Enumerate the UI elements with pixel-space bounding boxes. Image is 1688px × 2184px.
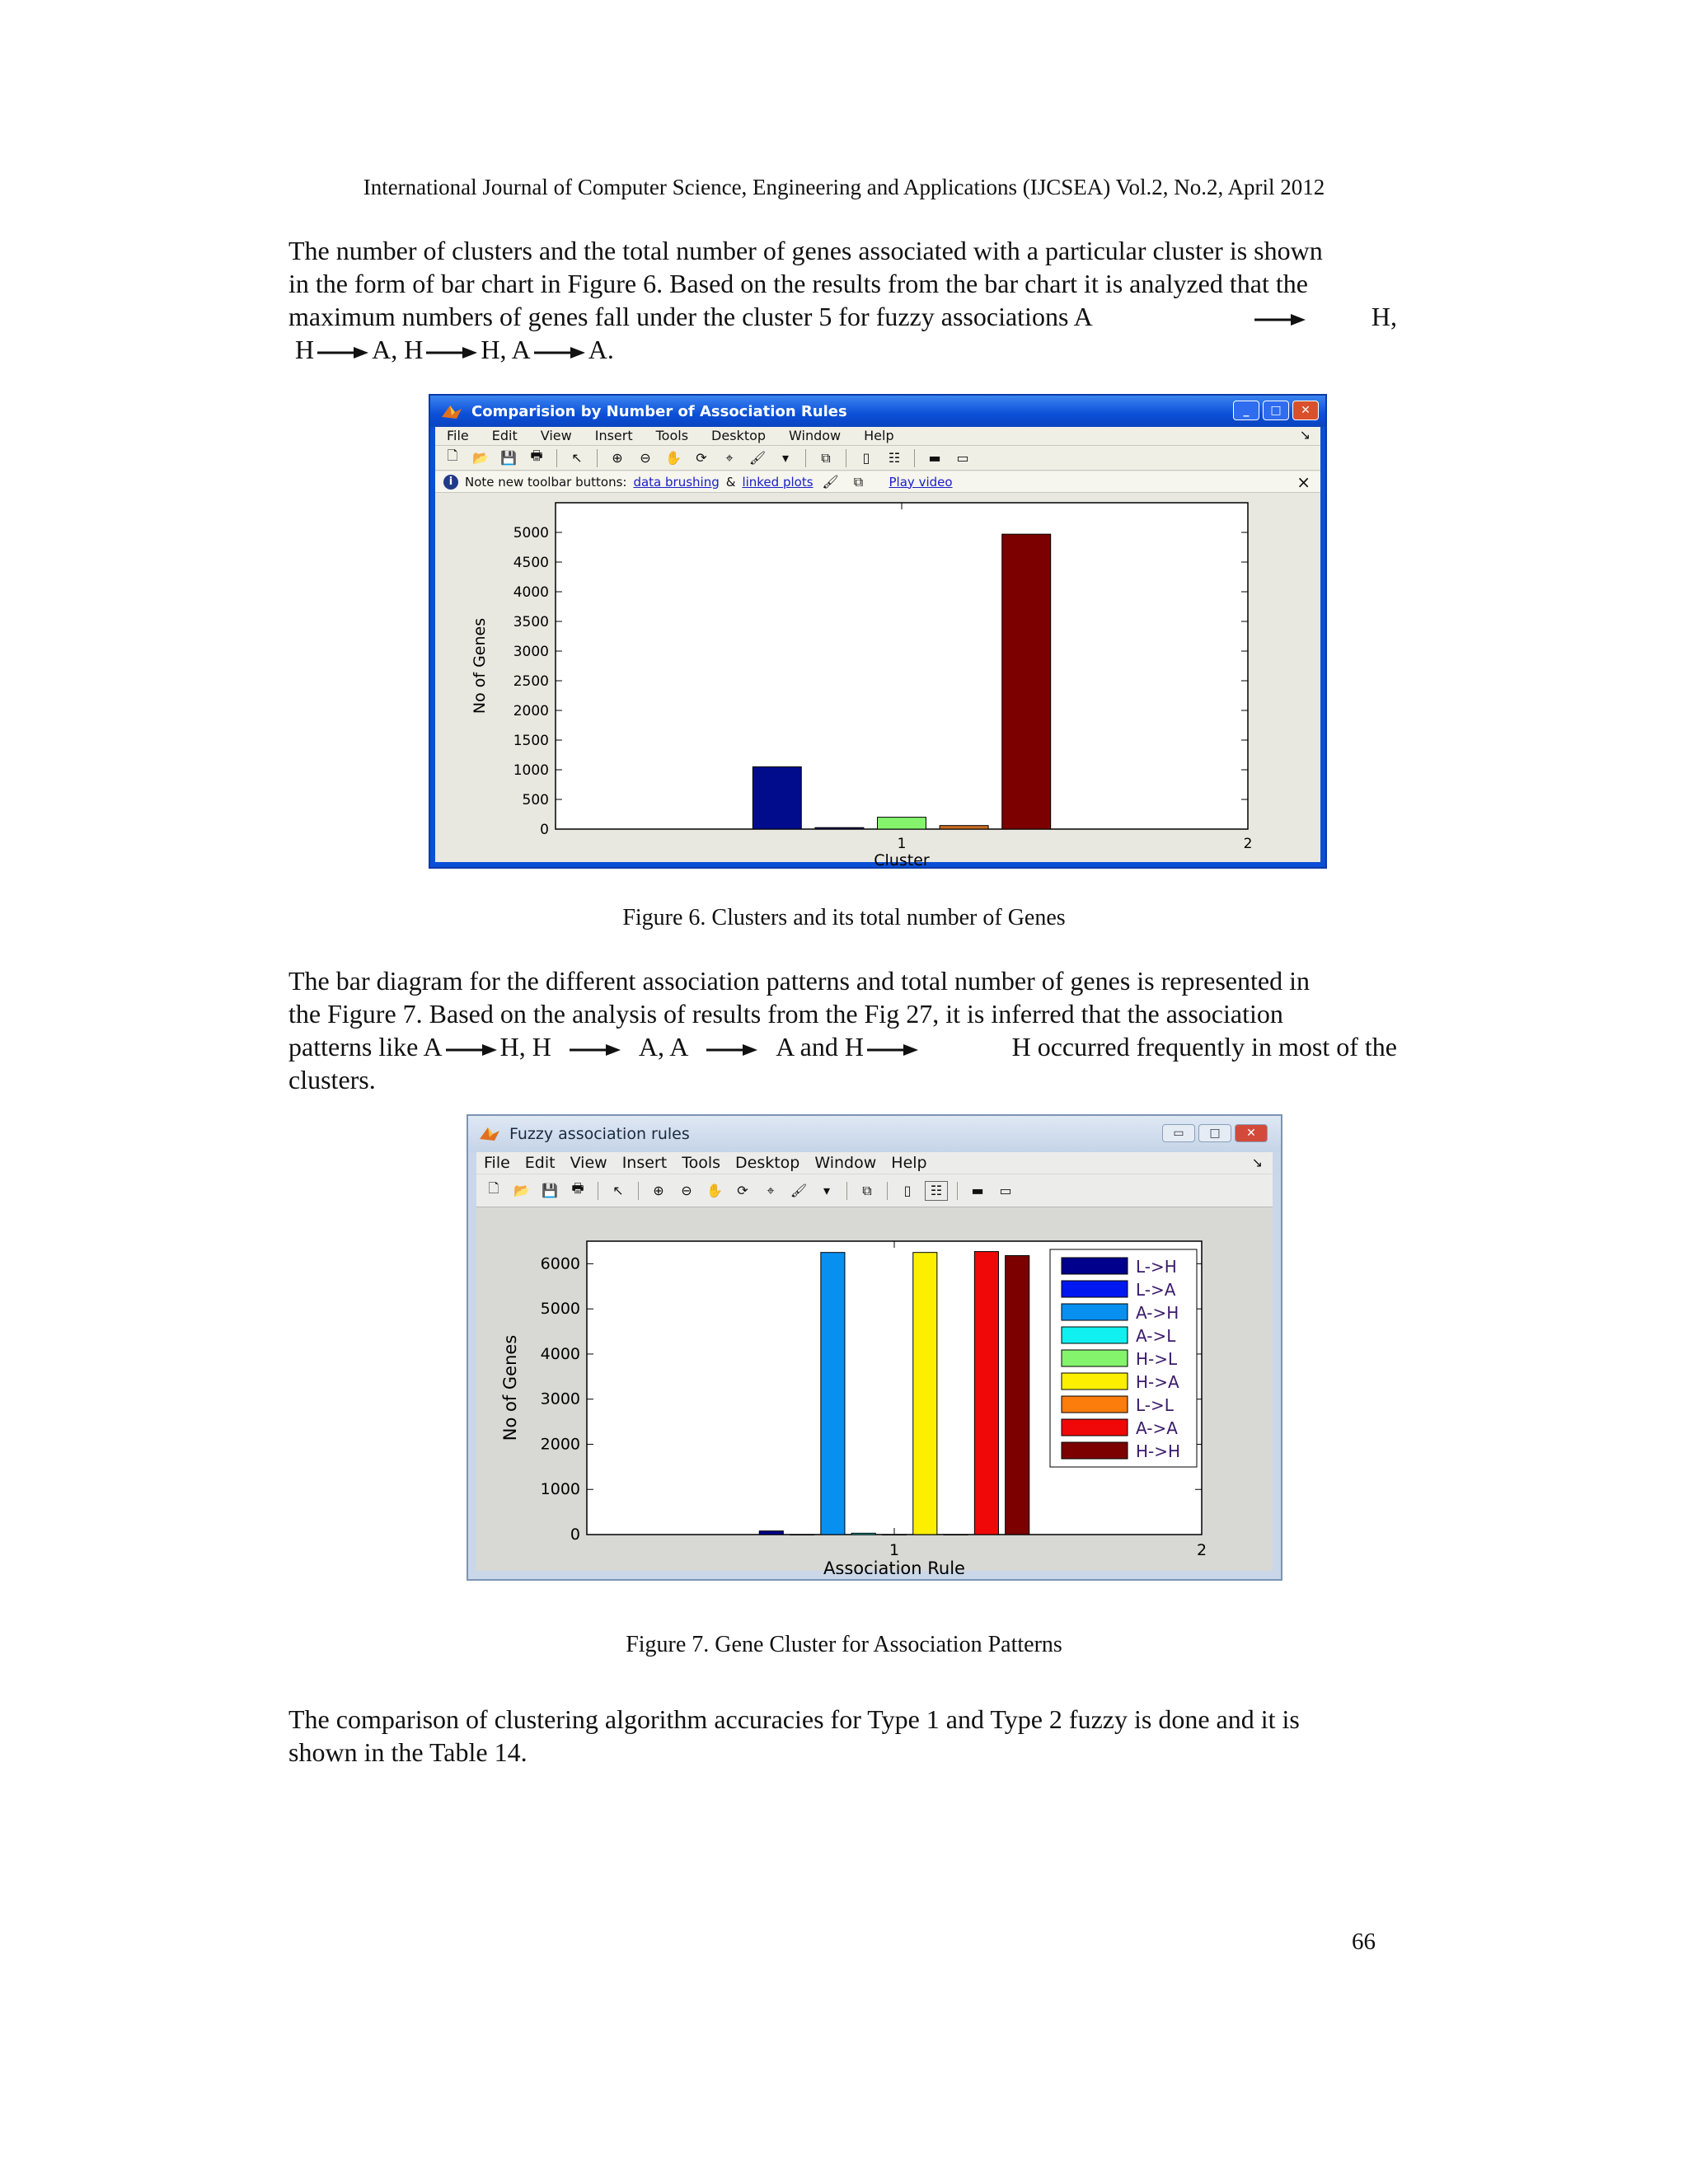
pointer-icon[interactable]: ↖	[612, 1183, 624, 1198]
figure6-window	[429, 394, 1327, 869]
bar	[753, 766, 801, 829]
matlab-icon	[478, 1124, 501, 1142]
bar	[940, 826, 988, 829]
bar	[851, 1533, 875, 1535]
para1-line1: The number of clusters and the total number of genes associated with a particular cluster is shown	[288, 236, 1323, 265]
brush-icon[interactable]: 🖌	[790, 1183, 808, 1198]
figure6-notebar	[435, 471, 1320, 493]
dock-arrow-icon[interactable]: ↘	[1251, 1155, 1263, 1170]
y-tick-label: 2500	[513, 673, 549, 690]
arrow-icon	[706, 1042, 757, 1058]
para1-line3	[288, 300, 1397, 333]
bar	[1002, 534, 1051, 829]
y-tick-label: 1500	[513, 733, 549, 749]
figure6-chart	[435, 493, 1324, 869]
legend-label: A->L	[1136, 1326, 1176, 1346]
data-cursor-icon[interactable]: ⌖	[767, 1182, 775, 1198]
note-prefix: Note new toolbar buttons:	[465, 474, 627, 490]
menu-edit[interactable]: Edit	[524, 1154, 556, 1172]
data-cursor-icon[interactable]: ⌖	[725, 449, 734, 466]
arrow-icon	[1254, 312, 1306, 328]
menu-file[interactable]: File	[484, 1154, 510, 1172]
menu-window[interactable]: Window	[789, 428, 842, 443]
para1-line4-seg: H, A	[481, 335, 531, 364]
legend-icon[interactable]: ☷	[888, 450, 901, 466]
y-axis-label: No of Genes	[500, 1334, 520, 1441]
pan-hand-icon[interactable]: ✋	[665, 450, 682, 466]
zoom-out-icon[interactable]: ⊖	[681, 1183, 692, 1198]
legend-label: H->A	[1136, 1372, 1179, 1392]
toolbar-separator	[887, 1182, 888, 1200]
y-tick-label: 3500	[513, 614, 549, 630]
legend-swatch	[1062, 1281, 1128, 1297]
y-tick-label: 1000	[513, 762, 549, 779]
matlab-icon	[440, 402, 463, 420]
x-tick-label: 1	[897, 836, 907, 852]
colorbar-icon[interactable]: ▯	[862, 450, 870, 466]
minimize-button[interactable]: ▭	[1162, 1124, 1195, 1142]
toolbar-separator	[846, 1182, 847, 1200]
link-plot-icon[interactable]: ⧉	[862, 1182, 872, 1198]
para3-line1: The comparison of clustering algorithm accuracies for Type 1 and Type 2 fuzzy is done and it is	[288, 1704, 1300, 1734]
arrow-icon	[867, 1042, 918, 1058]
para2-line3-seg: patterns like A	[288, 1032, 443, 1062]
legend-label: A->A	[1136, 1418, 1178, 1438]
hide-plot-tools-icon[interactable]: ▬	[928, 450, 941, 466]
menu-file[interactable]: File	[447, 428, 469, 443]
legend-swatch	[1062, 1258, 1128, 1274]
para3-line2: shown in the Table 14.	[288, 1737, 528, 1767]
paragraph-2	[288, 964, 1397, 1096]
x-tick-label: 2	[1243, 836, 1253, 852]
menu-insert[interactable]: Insert	[621, 1154, 668, 1172]
legend-label: L->A	[1136, 1280, 1176, 1300]
figure7-title: Fuzzy association rules	[509, 1125, 690, 1143]
bar	[913, 1253, 937, 1535]
colorbar-icon[interactable]: ▯	[903, 1183, 912, 1198]
bar	[974, 1252, 998, 1535]
para2-line3-seg: A and H	[776, 1032, 864, 1062]
legend-swatch	[1062, 1327, 1128, 1343]
plot-area	[556, 503, 1248, 829]
dock-arrow-icon[interactable]: ↘	[1299, 427, 1311, 443]
data-brushing-link[interactable]: data brushing	[633, 474, 720, 490]
bar	[759, 1531, 783, 1535]
para1-line2: in the form of bar chart in Figure 6. Based on the results from the bar chart it is analyzed that the	[288, 269, 1308, 298]
y-tick-label: 1000	[540, 1480, 580, 1499]
bar	[821, 1253, 845, 1535]
print-icon[interactable]: 🖶	[530, 448, 543, 463]
note-ampersand: &	[725, 474, 736, 490]
zoom-in-icon[interactable]: ⊕	[653, 1183, 664, 1198]
para2-line3-tail: H occurred frequently in most of the	[1011, 1032, 1397, 1062]
figure7-chart	[476, 1208, 1276, 1574]
x-axis-label: Cluster	[874, 851, 930, 869]
legend-label: H->L	[1136, 1349, 1178, 1369]
y-tick-label: 6000	[540, 1254, 580, 1273]
arrow-icon	[426, 344, 477, 361]
menu-tools[interactable]: Tools	[655, 428, 689, 443]
figure6-toolbar	[435, 446, 1320, 471]
toolbar-separator	[556, 449, 557, 467]
y-tick-label: 5000	[513, 525, 549, 541]
bar	[1006, 1256, 1029, 1535]
linked-plots-link[interactable]: linked plots	[742, 474, 814, 490]
para2-line4: clusters.	[288, 1065, 376, 1094]
paragraph-1	[288, 234, 1397, 366]
save-icon[interactable]: 💾	[542, 1183, 558, 1198]
legend-swatch	[1062, 1304, 1128, 1320]
y-tick-label: 500	[522, 792, 549, 808]
legend-label: L->L	[1136, 1395, 1174, 1415]
y-tick-label: 4500	[513, 555, 549, 571]
figure6-menubar	[435, 427, 1320, 446]
y-tick-label: 3000	[513, 644, 549, 660]
para2-line3	[288, 1030, 1397, 1063]
figure7-client	[476, 1152, 1273, 1574]
menu-desktop[interactable]: Desktop	[711, 428, 767, 443]
y-tick-label: 5000	[540, 1300, 580, 1319]
close-button[interactable]: ✕	[1235, 1124, 1268, 1142]
x-tick-label: 2	[1196, 1541, 1207, 1559]
legend-label: L->H	[1136, 1257, 1177, 1277]
menu-desktop[interactable]: Desktop	[735, 1154, 800, 1172]
para1-line4-seg: H	[295, 335, 315, 364]
x-axis-label: Association Rule	[823, 1558, 965, 1574]
figure7-toolbar	[476, 1174, 1273, 1207]
toolbar-separator	[638, 1182, 639, 1200]
show-plot-tools-icon[interactable]: ▭	[999, 1183, 1012, 1198]
brush-icon[interactable]: 🖌	[748, 450, 767, 466]
x-tick-label: 1	[889, 1541, 900, 1559]
new-figure-icon[interactable]: 🗋	[447, 448, 458, 463]
journal-header: International Journal of Computer Science, Engineering and Applications (IJCSEA) Vol.2, No.2, April 2012	[363, 175, 1325, 199]
figure6-client	[435, 427, 1320, 869]
arrow-icon	[534, 344, 585, 361]
figure6-titlebar[interactable]	[430, 396, 1325, 427]
para1-line3-text: maximum numbers of genes fall under the cluster 5 for fuzzy associations A	[288, 302, 1093, 331]
print-icon[interactable]: 🖶	[571, 1180, 584, 1196]
arrow-icon	[446, 1042, 497, 1058]
y-tick-label: 2000	[540, 1435, 580, 1454]
link-plot-icon[interactable]: ⧉	[821, 449, 831, 466]
y-tick-label: 4000	[540, 1344, 580, 1363]
legend-label: H->H	[1136, 1441, 1181, 1461]
y-axis-label: No of Genes	[471, 617, 489, 715]
para1-line3-end	[1251, 300, 1397, 333]
para2-line3-seg: H, H	[499, 1032, 551, 1062]
y-tick-label: 0	[540, 822, 549, 838]
legend-swatch	[1062, 1442, 1128, 1459]
toolbar-separator	[597, 449, 598, 467]
arrow-icon	[317, 344, 368, 361]
toolbar-separator	[914, 449, 915, 467]
legend-icon[interactable]: ☷	[925, 1181, 948, 1201]
play-video-link[interactable]: Play video	[889, 474, 953, 490]
menu-view[interactable]: View	[540, 428, 572, 443]
new-figure-icon[interactable]: 🗋	[488, 1180, 499, 1196]
para1-line4-seg: A.	[588, 335, 614, 364]
menu-help[interactable]: Help	[864, 428, 894, 443]
save-icon[interactable]: 💾	[500, 450, 517, 466]
dropdown-arrow-icon[interactable]: ▾	[781, 450, 790, 466]
para1-line4	[288, 333, 1397, 366]
hide-plot-tools-icon[interactable]: ▬	[971, 1183, 984, 1198]
bar	[878, 818, 926, 829]
legend-swatch	[1062, 1396, 1128, 1413]
legend-swatch	[1062, 1373, 1128, 1390]
legend-swatch	[1062, 1419, 1128, 1436]
pointer-icon[interactable]: ↖	[571, 450, 583, 466]
maximize-button[interactable]: □	[1198, 1124, 1231, 1142]
menu-tools[interactable]: Tools	[682, 1154, 720, 1172]
open-file-icon[interactable]: 📂	[513, 1183, 530, 1198]
open-file-icon[interactable]: 📂	[472, 450, 489, 466]
menu-view[interactable]: View	[570, 1154, 607, 1172]
menu-insert[interactable]: Insert	[594, 428, 633, 443]
dropdown-arrow-icon[interactable]: ▾	[823, 1183, 831, 1198]
y-tick-label: 0	[570, 1526, 580, 1544]
y-tick-label: 4000	[513, 584, 549, 601]
page-number: 66	[1352, 1929, 1376, 1955]
info-icon: i	[443, 475, 458, 490]
rotate-3d-icon[interactable]: ⟳	[696, 450, 707, 466]
y-tick-label: 2000	[513, 703, 549, 719]
y-tick-label: 3000	[540, 1390, 580, 1408]
rotate-3d-icon[interactable]: ⟳	[737, 1183, 748, 1198]
figure7-window	[467, 1114, 1282, 1581]
figure7-caption: Figure 7. Gene Cluster for Association Patterns	[626, 1632, 1062, 1657]
toolbar-separator	[805, 449, 806, 467]
legend-swatch	[1062, 1350, 1128, 1366]
figure7-titlebar[interactable]	[468, 1116, 1281, 1152]
toolbar-separator	[957, 1182, 958, 1200]
menu-window[interactable]: Window	[814, 1154, 877, 1172]
figure6-title: Comparision by Number of Association Rules	[471, 403, 847, 420]
figure7-menubar	[476, 1152, 1273, 1174]
show-plot-tools-icon[interactable]: ▭	[956, 450, 969, 466]
para2-line3-seg: A, A	[638, 1032, 689, 1062]
bar	[815, 827, 864, 829]
arrow-icon	[570, 1042, 621, 1058]
menu-edit[interactable]: Edit	[491, 428, 518, 443]
link-plot-icon: ⧉	[853, 473, 864, 490]
para2-line1: The bar diagram for the different association patterns and total number of genes is represented in	[288, 966, 1310, 996]
legend-label: A->H	[1136, 1303, 1179, 1323]
zoom-in-icon[interactable]: ⊕	[612, 450, 623, 466]
pan-hand-icon[interactable]: ✋	[706, 1183, 723, 1198]
menu-help[interactable]: Help	[891, 1154, 927, 1172]
para1-line4-seg: A, H	[372, 335, 424, 364]
para1-line3-h: H,	[1371, 302, 1397, 331]
zoom-out-icon[interactable]: ⊖	[640, 450, 651, 466]
brush-icon: 🖌	[822, 474, 839, 490]
close-notebar-icon[interactable]: ×	[1296, 471, 1311, 492]
para2-line3-group	[288, 1030, 921, 1063]
figure6-caption: Figure 6. Clusters and its total number of Genes	[622, 905, 1066, 930]
minimize-button[interactable]: _	[1233, 401, 1259, 420]
maximize-button[interactable]: □	[1263, 401, 1289, 420]
close-button[interactable]: ✕	[1292, 401, 1319, 420]
paragraph-3	[288, 1703, 1397, 1769]
para2-line2: the Figure 7. Based on the analysis of results from the Fig 27, it is inferred that the association	[288, 999, 1283, 1029]
